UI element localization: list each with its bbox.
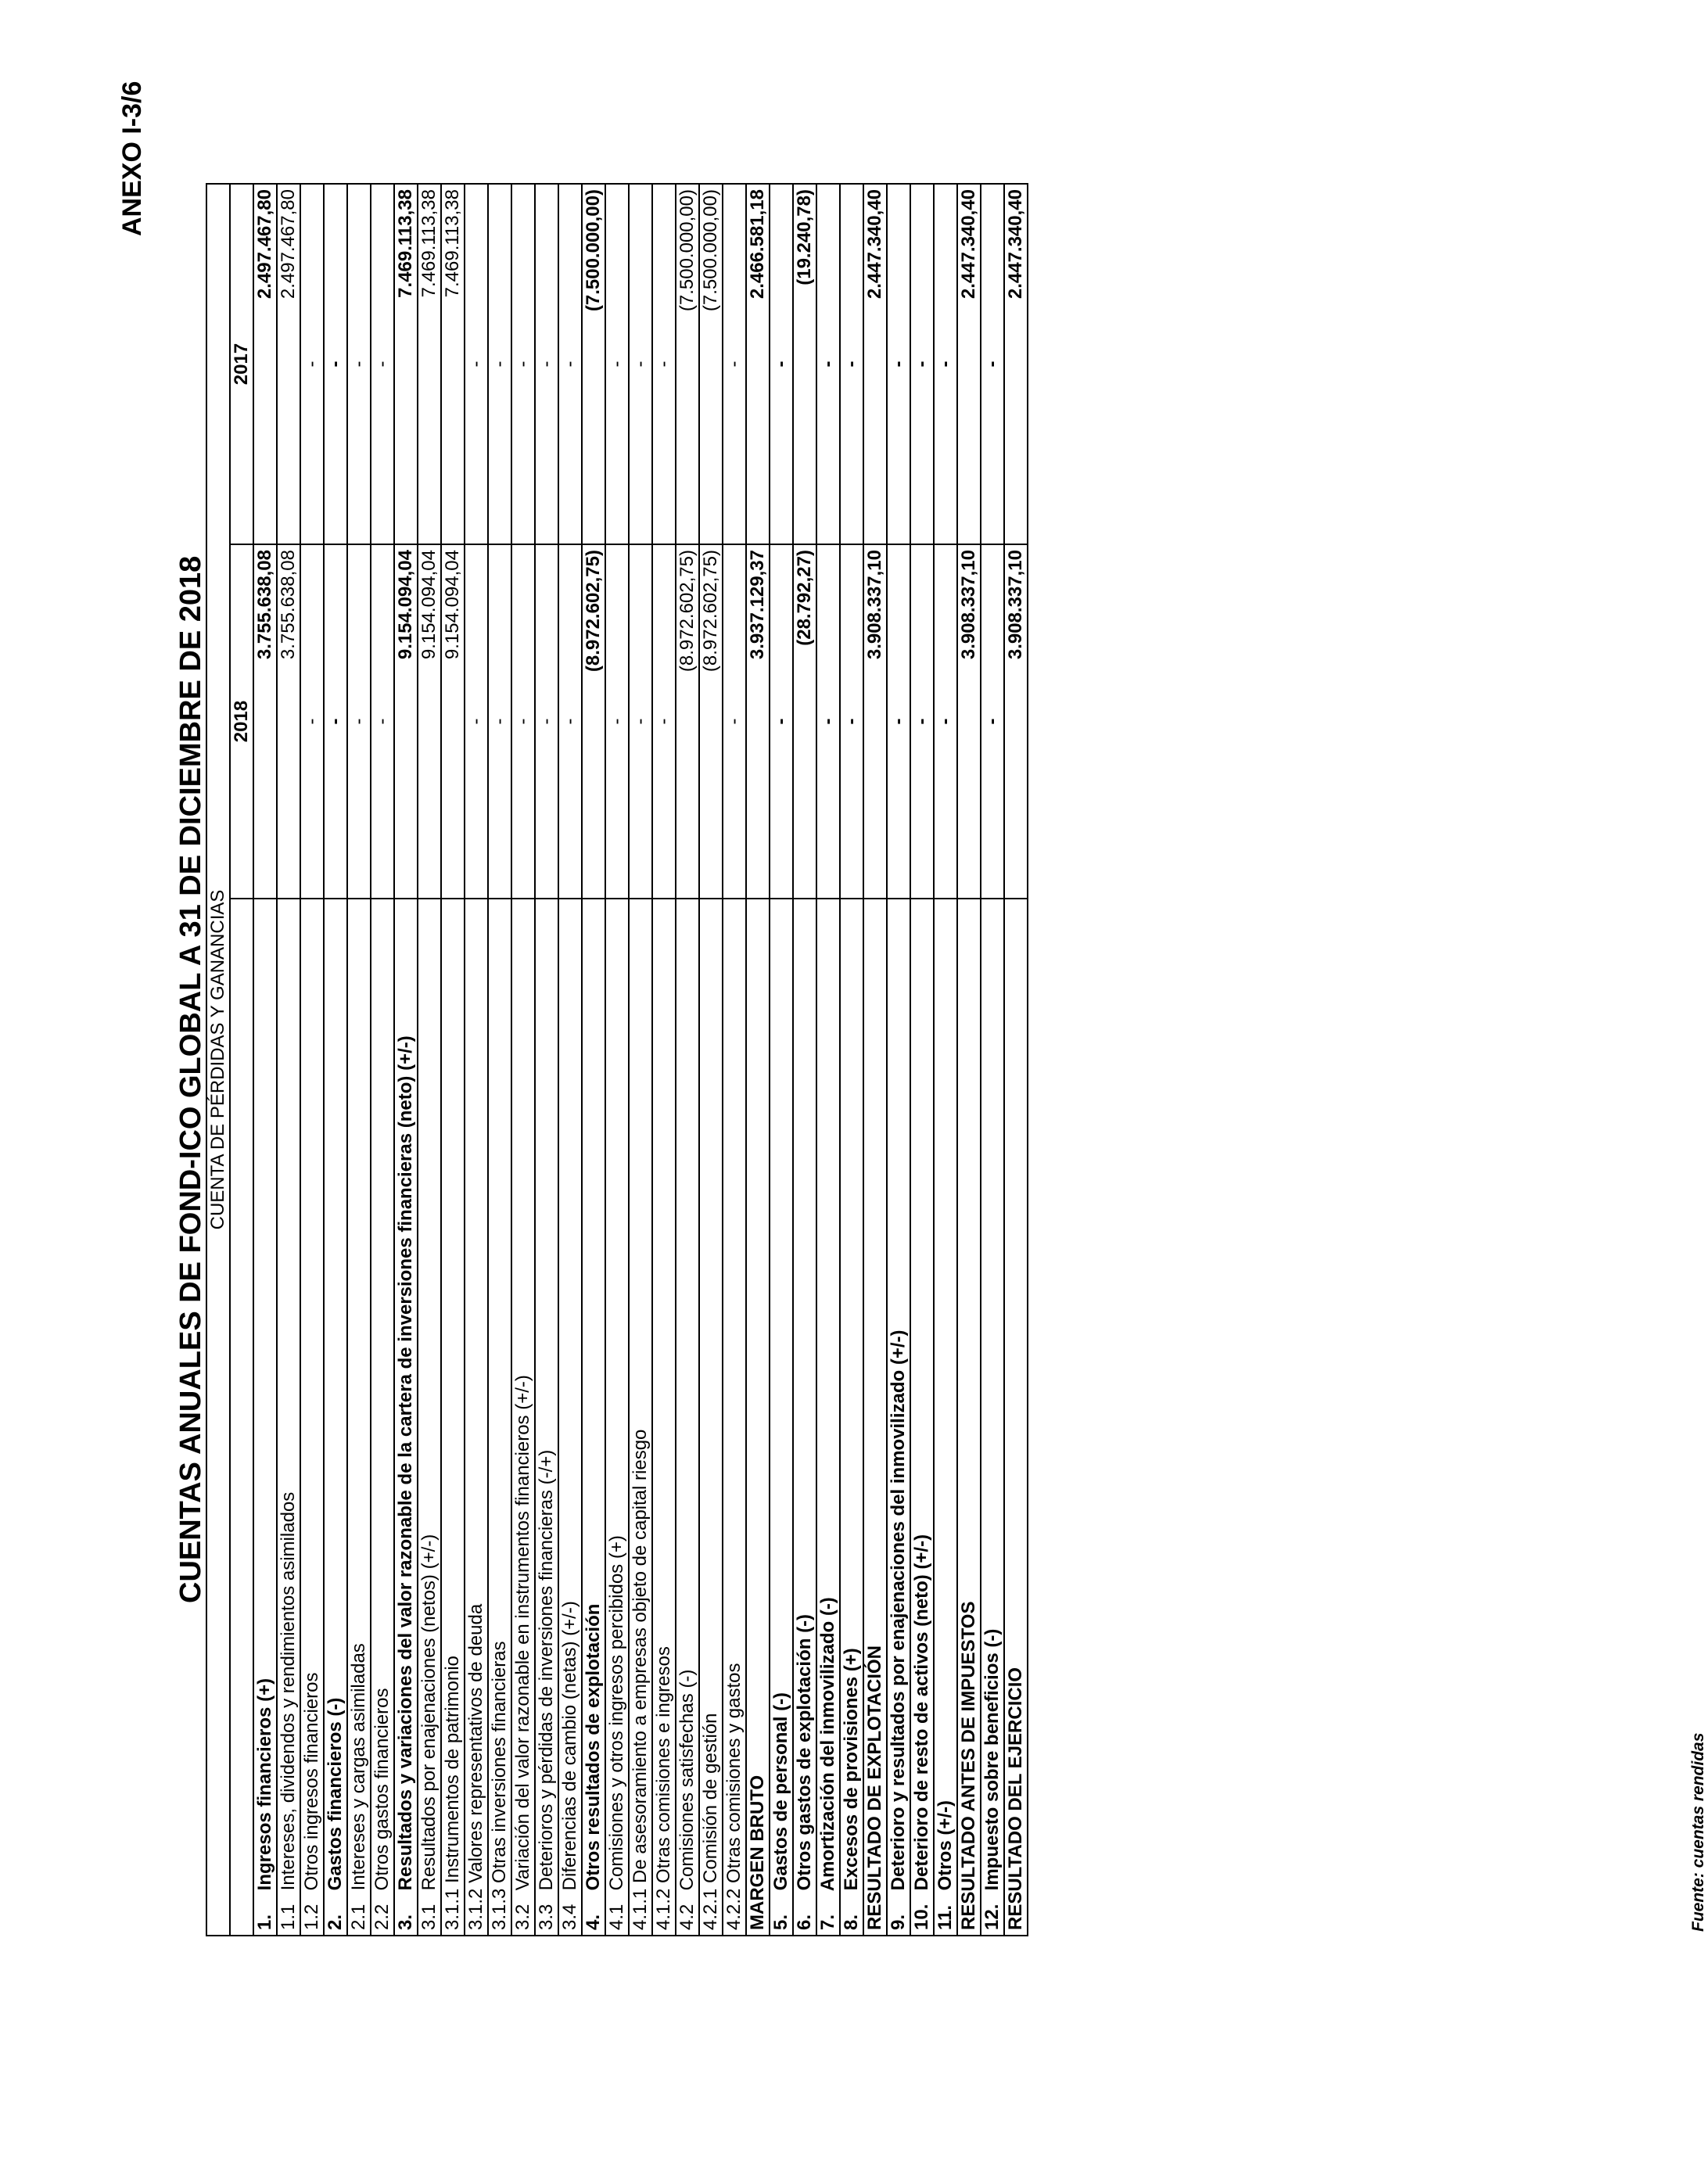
row-label: Gastos financieros (-): [325, 1697, 346, 1891]
row-label-cell: [347, 899, 371, 1936]
value-2018: -: [934, 544, 957, 899]
value-2018: 9.154.094,04: [418, 544, 441, 899]
value-2018: (8.972.602,75): [676, 544, 699, 899]
row-code: 4.1.1: [630, 1888, 651, 1930]
table-row: [746, 184, 770, 1936]
table-row: [277, 184, 300, 1936]
row-label: Deterioros y pérdidas de inversiones financieras (-/+): [536, 1449, 557, 1891]
table-row: [910, 184, 934, 1936]
row-label-cell: [511, 899, 535, 1936]
table-row: [676, 184, 699, 1936]
value-2017: -: [629, 184, 652, 544]
value-2017: (7.500.000,00): [676, 184, 699, 544]
row-label-cell: [277, 899, 300, 1936]
table-row: [816, 184, 840, 1936]
row-code: 8.: [841, 1914, 862, 1930]
value-2018: -: [981, 544, 1004, 899]
value-2018: 9.154.094,04: [394, 544, 418, 899]
table-row: [535, 184, 558, 1936]
row-code: 7.: [817, 1914, 838, 1930]
value-2018: -: [324, 544, 347, 899]
row-code: 3.: [395, 1914, 416, 1930]
row-label: Resultados y variaciones del valor razonable de la cartera de inversiones financieras (neto) (+/-): [395, 1035, 416, 1891]
value-2017: -: [652, 184, 676, 544]
row-label: RESULTADO DEL EJERCICIO: [1005, 1667, 1026, 1930]
value-2018: 3.937.129,37: [746, 544, 770, 899]
table-row: [1004, 184, 1028, 1936]
row-label-cell: [770, 899, 793, 1936]
row-label-cell: [418, 899, 441, 1936]
row-code: 4.2.2: [723, 1888, 745, 1930]
row-code: 1.1: [278, 1904, 299, 1930]
value-2017: -: [981, 184, 1004, 544]
table-row: [723, 184, 746, 1936]
row-label-cell: [371, 899, 394, 1936]
value-2018: -: [347, 544, 371, 899]
table-row: [582, 184, 605, 1936]
table-row: [863, 184, 887, 1936]
row-code: 10.: [911, 1904, 932, 1930]
row-code: 4.2.1: [700, 1888, 721, 1930]
table-row: [981, 184, 1004, 1936]
table-row: [605, 184, 629, 1936]
value-2017: -: [465, 184, 488, 544]
table-row: [934, 184, 957, 1936]
value-2017: -: [605, 184, 629, 544]
row-label-cell: [676, 899, 699, 1936]
year-header-2018: 2018: [230, 544, 253, 899]
table-row: [887, 184, 910, 1936]
row-label-cell: [253, 899, 277, 1936]
row-label-cell: [746, 899, 770, 1936]
row-code: 4.2: [676, 1904, 698, 1930]
value-2017: -: [723, 184, 746, 544]
table-header-row: [206, 184, 230, 1936]
value-2017: 7.469.113,38: [394, 184, 418, 544]
value-2017: -: [934, 184, 957, 544]
table-row: [652, 184, 676, 1936]
value-2018: (8.972.602,75): [582, 544, 605, 899]
value-2017: -: [816, 184, 840, 544]
table-row: [511, 184, 535, 1936]
row-label-cell: [441, 899, 465, 1936]
row-code: 3.3: [536, 1904, 557, 1930]
row-label-cell: [957, 899, 981, 1936]
row-label-cell: [934, 899, 957, 1936]
row-code: 9.: [888, 1914, 909, 1930]
value-2017: 2.466.581,18: [746, 184, 770, 544]
row-label: Intereses, dividendos y rendimientos asimilados: [278, 1491, 299, 1891]
value-2018: (8.972.602,75): [699, 544, 723, 899]
row-label: Otras inversiones financieras: [489, 1641, 510, 1883]
row-label: RESULTADO DE EXPLOTACIÓN: [864, 1645, 885, 1930]
value-2017: -: [910, 184, 934, 544]
row-label-cell: [629, 899, 652, 1936]
row-label: Otros ingresos financieros: [301, 1672, 322, 1891]
table-row: [371, 184, 394, 1936]
row-label-cell: [488, 899, 511, 1936]
row-label: De asesoramiento a empresas objeto de capital riesgo: [630, 1429, 651, 1883]
value-2018: 3.908.337,10: [1004, 544, 1028, 899]
row-label: Otros resultados de explotación: [583, 1603, 604, 1891]
value-2018: (28.792,27): [793, 544, 816, 899]
row-label-cell: [840, 899, 863, 1936]
value-2018: 3.755.638,08: [253, 544, 277, 899]
row-code: 3.1.1: [442, 1888, 463, 1930]
row-label: Intereses y cargas asimiladas: [348, 1643, 369, 1891]
row-label: Comisión de gestión: [700, 1713, 721, 1883]
value-2017: -: [488, 184, 511, 544]
row-label-cell: [1004, 899, 1028, 1936]
row-label: Otros gastos financieros: [371, 1688, 393, 1891]
row-label-cell: [887, 899, 910, 1936]
value-2017: 2.497.467,80: [277, 184, 300, 544]
value-2018: -: [535, 544, 558, 899]
value-2018: -: [910, 544, 934, 899]
row-label: Ingresos financieros (+): [254, 1678, 275, 1891]
value-2018: -: [840, 544, 863, 899]
row-label: Otras comisiones e ingresos: [653, 1646, 674, 1883]
value-2018: -: [558, 544, 582, 899]
row-label-cell: [465, 899, 488, 1936]
row-label-cell: [652, 899, 676, 1936]
table-row: [324, 184, 347, 1936]
value-2018: -: [652, 544, 676, 899]
row-code: 4.1: [606, 1904, 627, 1930]
year-header-row: [230, 184, 253, 1936]
value-2017: 7.469.113,38: [418, 184, 441, 544]
row-label-cell: [910, 899, 934, 1936]
value-2018: -: [488, 544, 511, 899]
row-label-cell: [816, 899, 840, 1936]
value-2018: 3.908.337,10: [957, 544, 981, 899]
row-label-cell: [723, 899, 746, 1936]
table-row: [629, 184, 652, 1936]
table-row: [793, 184, 816, 1936]
value-2018: -: [300, 544, 324, 899]
row-label: MARGEN BRUTO: [747, 1774, 768, 1930]
row-label: Deterioro de resto de activos (neto) (+/-): [911, 1534, 932, 1891]
row-label-cell: [394, 899, 418, 1936]
value-2018: -: [511, 544, 535, 899]
table-row: [770, 184, 793, 1936]
row-code: 2.2: [371, 1904, 393, 1930]
value-2017: -: [324, 184, 347, 544]
row-code: 4.: [583, 1914, 604, 1930]
table-row: [347, 184, 371, 1936]
row-label: Otros gastos de explotación (-): [794, 1613, 815, 1891]
value-2017: -: [535, 184, 558, 544]
value-2017: (7.500.000,00): [582, 184, 605, 544]
table-row: [558, 184, 582, 1936]
row-code: 6.: [794, 1914, 815, 1930]
value-2018: -: [887, 544, 910, 899]
row-label: RESULTADO ANTES DE IMPUESTOS: [958, 1601, 979, 1930]
row-label: Variación del valor razonable en instrumentos financieros (+/-): [512, 1375, 533, 1891]
value-2018: -: [465, 544, 488, 899]
value-2017: -: [347, 184, 371, 544]
row-label: Resultados por enajenaciones (netos) (+/-): [418, 1534, 440, 1891]
row-label: Instrumentos de patrimonio: [442, 1656, 463, 1883]
row-label-cell: [863, 899, 887, 1936]
row-code: 3.1: [418, 1904, 440, 1930]
year-header-blank: [230, 899, 253, 1936]
page-title: CUENTAS ANUALES DE FOND-ICO GLOBAL A 31 DE DICIEMBRE DE 2018: [174, 555, 207, 1603]
table-row: [488, 184, 511, 1936]
row-label: Otros (+/-): [935, 1800, 956, 1891]
table-row: [253, 184, 277, 1936]
value-2017: 2.447.340,40: [1004, 184, 1028, 544]
row-code: 1.2: [301, 1904, 322, 1930]
row-code: 5.: [770, 1914, 791, 1930]
table-row: [957, 184, 981, 1936]
annex-label: ANEXO I-3/6: [117, 81, 147, 236]
row-label: Diferencias de cambio (netas) (+/-): [559, 1601, 580, 1891]
value-2018: 3.755.638,08: [277, 544, 300, 899]
row-label: Amortización del inmovilizado (-): [817, 1597, 838, 1892]
value-2017: 2.447.340,40: [957, 184, 981, 544]
value-2017: -: [887, 184, 910, 544]
row-label-cell: [582, 899, 605, 1936]
value-2017: -: [371, 184, 394, 544]
row-code: 12.: [981, 1904, 1003, 1930]
value-2017: -: [558, 184, 582, 544]
row-code: 1.: [254, 1914, 275, 1930]
value-2018: -: [816, 544, 840, 899]
row-code: 3.1.2: [465, 1888, 486, 1930]
value-2017: (7.500.000,00): [699, 184, 723, 544]
value-2018: -: [371, 544, 394, 899]
value-2017: -: [511, 184, 535, 544]
row-label-cell: [605, 899, 629, 1936]
row-label-cell: [793, 899, 816, 1936]
row-label-cell: [558, 899, 582, 1936]
row-code: 3.4: [559, 1904, 580, 1930]
source-note: Fuente: cuentas rendidas: [1689, 1732, 1707, 1932]
table-body: [206, 184, 1028, 1936]
row-code: 3.1.3: [489, 1888, 510, 1930]
row-label-cell: [324, 899, 347, 1936]
table-row: [300, 184, 324, 1936]
row-label: Otras comisiones y gastos: [723, 1663, 745, 1883]
value-2017: 7.469.113,38: [441, 184, 465, 544]
value-2018: -: [770, 544, 793, 899]
value-2017: -: [840, 184, 863, 544]
row-label-cell: [300, 899, 324, 1936]
row-code: 11.: [935, 1904, 956, 1930]
table-row: [394, 184, 418, 1936]
profit-loss-table: [206, 183, 1028, 1936]
row-label: Deterioro y resultados por enajenaciones del inmovilizado (+/-): [888, 1330, 909, 1891]
row-label: Comisiones satisfechas (-): [676, 1669, 698, 1891]
row-label: Valores representativos de deuda: [465, 1603, 486, 1883]
value-2017: -: [770, 184, 793, 544]
row-code: 2.: [325, 1914, 346, 1930]
row-label-cell: [699, 899, 723, 1936]
value-2017: -: [300, 184, 324, 544]
value-2017: 2.497.467,80: [253, 184, 277, 544]
row-label-cell: [981, 899, 1004, 1936]
value-2017: (19.240,78): [793, 184, 816, 544]
row-code: 3.2: [512, 1904, 533, 1930]
value-2018: -: [723, 544, 746, 899]
table-row: [465, 184, 488, 1936]
row-label-cell: [535, 899, 558, 1936]
year-header-2017: 2017: [230, 184, 253, 544]
row-label: Comisiones y otros ingresos percibidos (+): [606, 1535, 627, 1891]
value-2018: 3.908.337,10: [863, 544, 887, 899]
row-code: 2.1: [348, 1904, 369, 1930]
row-label: Excesos de provisiones (+): [841, 1648, 862, 1891]
value-2018: 9.154.094,04: [441, 544, 465, 899]
table-row: [418, 184, 441, 1936]
value-2017: 2.447.340,40: [863, 184, 887, 544]
table-header: CUENTA DE PÉRDIDAS Y GANANCIAS: [206, 184, 230, 1936]
row-code: 4.1.2: [653, 1888, 674, 1930]
table-row: [441, 184, 465, 1936]
row-label: Gastos de personal (-): [770, 1692, 791, 1891]
table-row: [840, 184, 863, 1936]
row-label: Impuesto sobre beneficios (-): [981, 1628, 1003, 1891]
value-2018: -: [605, 544, 629, 899]
table-row: [699, 184, 723, 1936]
value-2018: -: [629, 544, 652, 899]
